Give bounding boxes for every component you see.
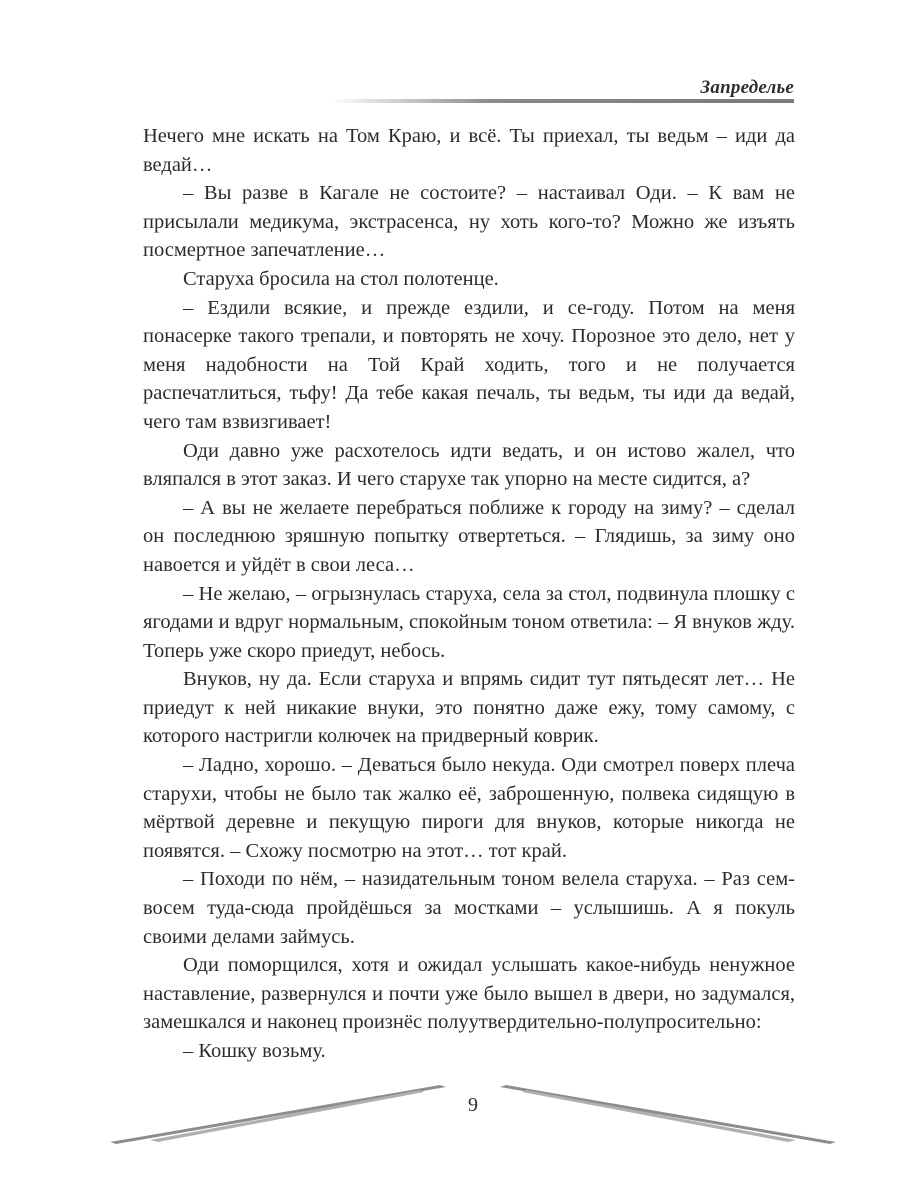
paragraph: Старуха бросила на стол полотенце. bbox=[183, 267, 499, 290]
paragraph: – А вы не желаете перебраться поближе к городу на зиму? – сделал он последнюю зряшную попытку отвертеться. – Глядишь, за зиму оно навоется и уйдёт в свои леса… bbox=[143, 496, 795, 576]
paragraph: Нечего мне искать на Том Краю, и всё. Ты приехал, ты ведьм – иди да ведай… bbox=[143, 125, 795, 176]
paragraph: Оди поморщился, хотя и ожидал услышать какое-нибудь ненужное наставление, развернулся и почти уже было вышел в двери, но задумался, замешкался и наконец произнёс полуутвердительно-полупросительно: bbox=[143, 954, 795, 1034]
header-rule bbox=[330, 99, 794, 103]
running-header-title: Запределье bbox=[700, 77, 794, 98]
paragraph: – Ездили всякие, и прежде ездили, и се-году. Потом на меня понасерке такого трепали, и повторять не хочу. Порозное это дело, нет у меня надобности на Той Край ходить, того и не получается распечатлиться, тьфу! Да тебе какая печаль, ты ведьм, ты иди да ведай, чего там взвизгивает! bbox=[143, 296, 795, 433]
paragraph: – Походи по нём, – назидательным тоном велела старуха. – Раз сем-восем туда-сюда пройдёшься за мостками – услышишь. А я покуль своими делами займусь. bbox=[143, 868, 795, 948]
paragraph: – Ладно, хорошо. – Деваться было некуда. Оди смотрел поверх плеча старухи, чтобы не было так жалко её, заброшенную, полвека сидящую в мёртвой деревне и пекущую пироги для внуков, которые никогда не появятся. – Схожу посмотрю на этот… тот край. bbox=[143, 754, 795, 862]
paragraph: – Не желаю, – огрызнулась старуха, села за стол, подвинула плошку с ягодами и вдруг нормальным, спокойным тоном ответила: – Я внуков жду. Топерь уже скоро приедут, небось. bbox=[143, 582, 795, 662]
page-body bbox=[143, 122, 795, 1066]
paragraph: Оди давно уже расхотелось идти ведать, и он истово жалел, что вляпался в этот заказ. И чего старухе так упорно на месте сидится, а? bbox=[143, 439, 795, 491]
paragraph: Внуков, ну да. Если старуха и впрямь сидит тут пятьдесят лет… Не приедут к ней никакие внуки, это понятно даже ежу, тому самому, с которого настригли колючек на придверный коврик. bbox=[143, 668, 795, 748]
paragraph: – Вы разве в Кагале не состоите? – настаивал Оди. – К вам не присылали медикума, экстрасенса, ну хоть кого-то? Можно же изъять посмертное запечатление… bbox=[143, 182, 795, 262]
paragraph: – Кошку возьму. bbox=[183, 1040, 326, 1062]
page-number: 9 bbox=[468, 1094, 478, 1116]
